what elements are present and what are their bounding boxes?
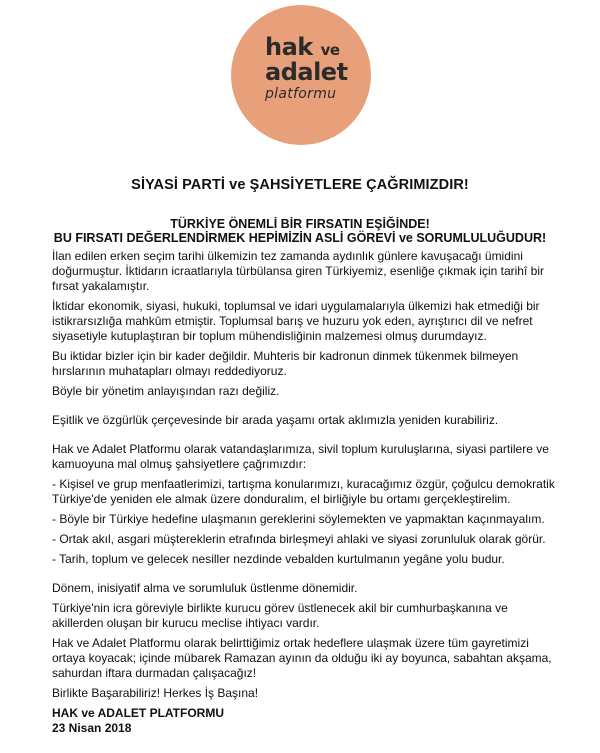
paragraph: Eşitlik ve özgürlük çerçevesinde bir arada yaşamı ortak aklımızla yeniden kurabiliriz.	[52, 413, 499, 427]
list-item: - Kişisel ve grup menfaatlerimizi, tartışma konularımızı, kuracağımız özgür, çoğulcu demokratik Türkiye'de yeniden ele almak üzere donduralım, el birliğiyle bu ortamı gerçekleştirelim.	[52, 477, 555, 506]
logo	[231, 5, 371, 145]
list-item: - Ortak akıl, asgari müştereklerin etrafında birleşmeyi ahlaki ve siyasi zorunluluk olarak görür.	[52, 532, 546, 546]
logo-text	[265, 35, 348, 101]
paragraph: İlan edilen erken seçim tarihi ülkemizin tez zamanda aydınlık günlere kavuşacağı ümidini doğurmuştur. İktidarın icraatlarıyla türbülansa giren Türkiyemiz, esenliğe çıkmak için tarihî bir fırsat yakalamıştır.	[52, 249, 544, 293]
paragraph: Dönem, inisiyatif alma ve sorumluluk üstlenme dönemidir.	[52, 581, 358, 595]
list-item: - Böyle bir Türkiye hedefine ulaşmanın gereklerini söylemekten ve yapmaktan kaçınmayalım.	[52, 512, 545, 526]
subtitle-line-1: TÜRKİYE ÖNEMLİ BİR FIRSATIN EŞİĞİNDE!	[170, 217, 430, 231]
logo-line-ve: ve	[320, 41, 340, 59]
subtitle	[0, 217, 600, 245]
document-body	[52, 249, 557, 736]
list-item: - Tarih, toplum ve gelecek nesiller nezdinde vebalden kurtulmanın yegâne yolu budur.	[52, 552, 505, 566]
logo-line-platformu: platformu	[265, 86, 337, 102]
signature-date: 23 Nisan 2018	[52, 721, 132, 735]
paragraph: Bu iktidar bizler için bir kader değildir. Muhteris bir kadronun dinmek tükenmek bilmeyen hırslarının muhatapları olmayı reddediyoruz.	[52, 349, 519, 378]
paragraph: Böyle bir yönetim anlayışından razı değiliz.	[52, 384, 280, 398]
paragraph: Türkiye'nin icra göreviyle birlikte kurucu görev üstlenecek akil bir cumhurbaşkanına ve akillerden oluşan bir kurucu meclise ihtiyacı vardır.	[52, 601, 508, 630]
paragraph: Birlikte Başarabiliriz! Herkes İş Başına!	[52, 686, 259, 700]
paragraph: Hak ve Adalet Platformu olarak vatandaşlarımıza, sivil toplum kuruluşlarına, siyasi partilere ve kamuoyuna mal olmuş şahsiyetlere çağrımızdır:	[52, 442, 549, 471]
page-title: SİYASİ PARTİ ve ŞAHSİYETLERE ÇAĞRIMIZDIR!	[131, 177, 469, 193]
paragraph: Hak ve Adalet Platformu olarak belirttiğimiz ortak hedeflere ulaşmak üzere tüm gayretimizi ortaya koyacak; içinde mübarek Ramazan ayının da olduğu iki ay boyunca, sabahtan akşama, sahurdan iftara durmadan çalışacağız!	[52, 636, 552, 680]
signature-name: HAK ve ADALET PLATFORMU	[52, 706, 224, 720]
logo-line-hak: hak	[265, 33, 313, 61]
paragraph: İktidar ekonomik, siyasi, hukuki, toplumsal ve idari uygulamalarıyla ülkemizi hak etmediği bir istikrarsızlığa mahkûm etmiştir. Toplumsal barış ve huzuru yok eden, ayrıştırıcı dil ve nefret siyasetiyle kutuplaştıran bir toplum mühendisliğinin malzemesi olmuş durumdayız.	[52, 299, 540, 343]
logo-line-adalet: adalet	[265, 58, 348, 86]
subtitle-line-2: BU FIRSATI DEĞERLENDİRMEK HEPİMİZİN ASLİ GÖREVİ ve SORUMLULUĞUDUR!	[53, 231, 547, 245]
